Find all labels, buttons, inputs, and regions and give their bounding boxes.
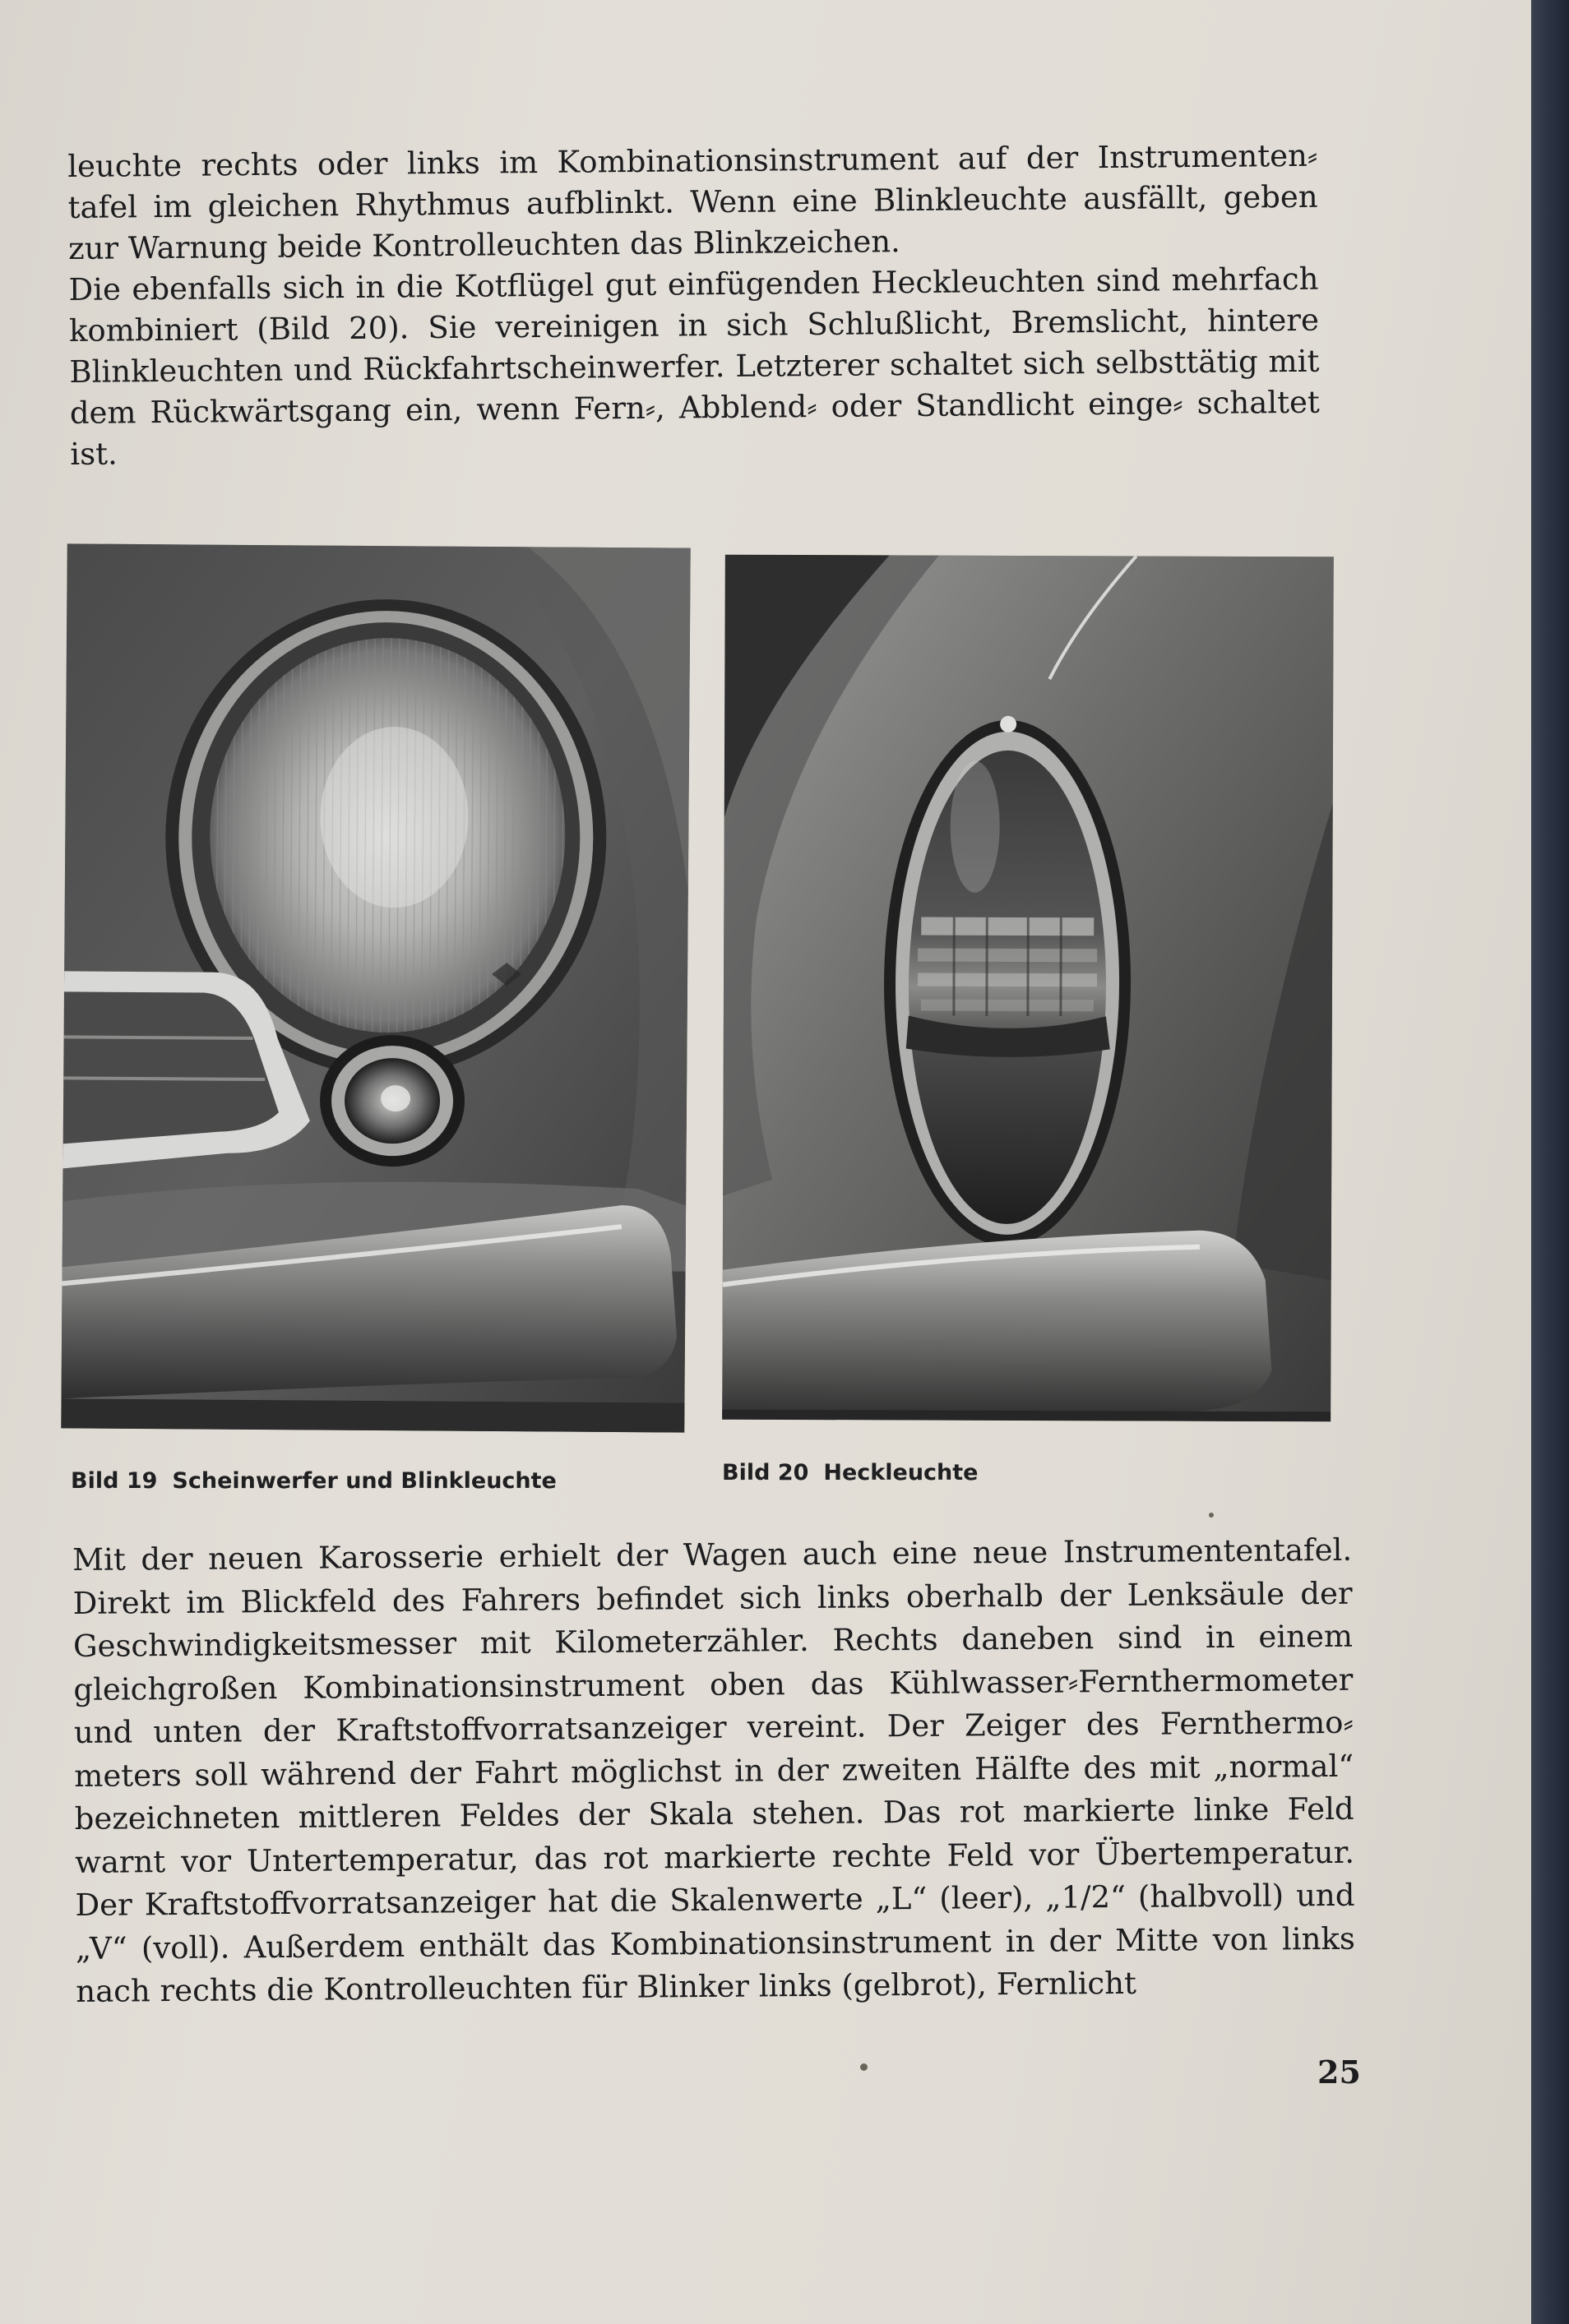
figure-19-caption: [71, 1468, 557, 1494]
figure-19-photo: [61, 543, 690, 1432]
paragraph-top-2: Die ebenfalls sich in die Kotflügel gut einfügenden Heckleuchten sind mehrfach kombiniert (Bild 20). Sie vereinigen in sich Schlußlicht, Bremslicht, hintere Blinkleuchten und Rückfahrtscheinwerfer. Letzterer schaltet sich selbsttätig mit dem Rückwärtsgang ein, wenn Fern⸗, Abblend⸗ oder Standlicht einge⸗ schaltet ist.: [68, 261, 1320, 472]
headlight-photo-icon: [61, 543, 690, 1432]
figure-19-caption-text: Scheinwerfer und Blinkleuchte: [172, 1468, 557, 1494]
paragraph-bottom: Mit der neuen Karosserie erhielt der Wagen auch eine neue Instrumententafel. Direkt im Blickfeld des Fahrers befindet sich links oberhalb der Lenksäule der Geschwindigkeitsmesser mit Kilometerzähler. Rechts daneben sind in einem gleichgroßen Kombinationsinstrument oben das Kühlwasser⸗Fernthermometer und unten der Kraftstoffvorratsanzeiger vereint. Der Zeiger des Fernthermo⸗ meters soll während der Fahrt möglichst in der zweiten Hälfte des mit „normal“ bezeichneten mittleren Feldes der Skala stehen. Das rot markierte linke Feld warnt vor Untertemperatur, das rot markierte rechte Feld vor Übertemperatur. Der Kraftstoffvorratsanzeiger hat die Skalenwerte „L“ (leer), „1/2“ (halbvoll) und „V“ (voll). Außerdem enthält das Kombinationsinstrument in der Mitte von links nach rechts die Kontrolleuchten für Blinker links (gelbrot), Fernlicht: [72, 1532, 1356, 2009]
bottom-text-block: [72, 1529, 1355, 2014]
paragraph-top-1: leuchte rechts oder links im Kombinationsinstrument auf der Instrumenten⸗ tafel im gleichen Rhythmus aufblinkt. Wenn eine Blinkleuchte ausfällt, geben zur Warnung beide Kontrolleuchten das Blinkzeichen.: [67, 137, 1318, 266]
figure-20-photo: [722, 555, 1334, 1422]
taillight-photo-icon: [722, 555, 1334, 1422]
paper-speck: [860, 2063, 868, 2071]
figure-20-caption-text: Heckleuchte: [823, 1460, 979, 1485]
figure-20-caption: [722, 1460, 979, 1485]
top-text-block: [67, 136, 1320, 475]
paper-speck: [1209, 1513, 1214, 1518]
figure-20-number: Bild 20: [722, 1460, 809, 1485]
figure-19-number: Bild 19: [71, 1468, 158, 1494]
page-number: 25: [1317, 2054, 1361, 2091]
book-cover-edge: [1531, 0, 1569, 2324]
